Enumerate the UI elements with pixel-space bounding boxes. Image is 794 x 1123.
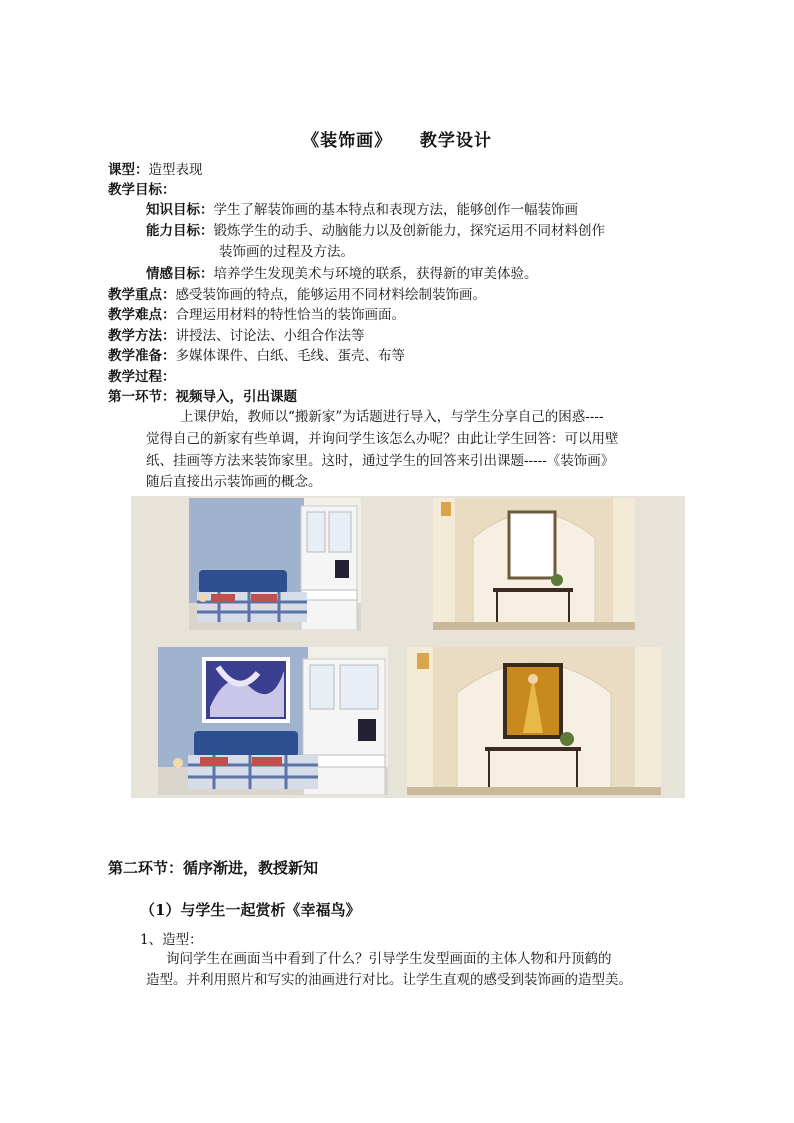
document-title: 《装饰画》 教学设计	[302, 131, 492, 151]
step1-heading: 第一环节：视频导入，引出课题	[108, 389, 297, 405]
key-point	[108, 285, 486, 305]
course-type-label: 课型：	[108, 162, 149, 178]
method-text: 讲授法、讨论法、小组合作法等	[175, 328, 365, 344]
preparation-text: 多媒体课件、白纸、毛线、蛋壳、布等	[175, 348, 405, 364]
step1-para-line1: 上课伊始，教师以“搬新家”为话题进行导入，与学生分享自己的困惑----	[180, 409, 604, 425]
ability-goal-label: 能力目标：	[146, 223, 214, 239]
difficulty	[108, 305, 405, 325]
ability-goal	[146, 221, 605, 241]
step1-para-line2: 觉得自己的新家有些单调，并询问学生该怎么办呢？由此让学生回答：可以用壁	[146, 431, 619, 447]
step2-para-line2: 造型。并利用照片和写实的油画进行对比。让学生直观的感受到装饰画的造型美。	[146, 972, 632, 988]
knowledge-goal-label: 知识目标：	[146, 202, 214, 218]
step1-para-line4: 随后直接出示装饰画的概念。	[146, 474, 322, 490]
process-label: 教学过程：	[108, 369, 176, 385]
step2-item-label: 1、造型：	[140, 932, 203, 948]
difficulty-text: 合理运用材料的特性恰当的装饰画面。	[175, 307, 405, 323]
method-label: 教学方法：	[108, 328, 176, 344]
hallway-decorated-photo	[407, 647, 661, 795]
preparation-label: 教学准备：	[108, 348, 176, 364]
step2-heading: 第二环节：循序渐进，教授新知	[108, 859, 319, 877]
emotion-goal	[146, 264, 538, 284]
difficulty-label: 教学难点：	[108, 307, 176, 323]
ability-goal-text: 锻炼学生的动手、动脑能力以及创新能力，探究运用不同材料创作	[213, 223, 605, 239]
photo-collage	[131, 496, 685, 798]
emotion-goal-label: 情感目标：	[146, 266, 214, 282]
bedroom-plain-photo	[189, 498, 361, 630]
key-point-text: 感受装饰画的特点，能够运用不同材料绘制装饰画。	[175, 287, 486, 303]
knowledge-goal-text: 学生了解装饰画的基本特点和表现方法，能够创作一幅装饰画	[213, 202, 578, 218]
bedroom-decorated-photo	[158, 647, 388, 795]
emotion-goal-text: 培养学生发现美术与环境的联系，获得新的审美体验。	[213, 266, 538, 282]
step2-para-line1: 询问学生在画面当中看到了什么？引导学生发型画面的主体人物和丹顶鹤的	[166, 951, 612, 967]
ability-goal-cont: 装饰画的过程及方法。	[219, 244, 354, 260]
step2-subheading: （1）与学生一起赏析《幸福鸟》	[140, 901, 361, 919]
course-type-value: 造型表现	[148, 162, 203, 178]
preparation	[108, 346, 405, 366]
knowledge-goal	[146, 200, 578, 220]
course-type-line	[108, 160, 203, 180]
step1-para-line3: 纸、挂画等方法来装饰家里。这时，通过学生的回答来引出课题-----《装饰画》	[146, 453, 615, 469]
goals-label: 教学目标：	[108, 182, 176, 198]
key-point-label: 教学重点：	[108, 287, 176, 303]
hallway-plain-photo	[433, 498, 635, 630]
method	[108, 326, 365, 346]
